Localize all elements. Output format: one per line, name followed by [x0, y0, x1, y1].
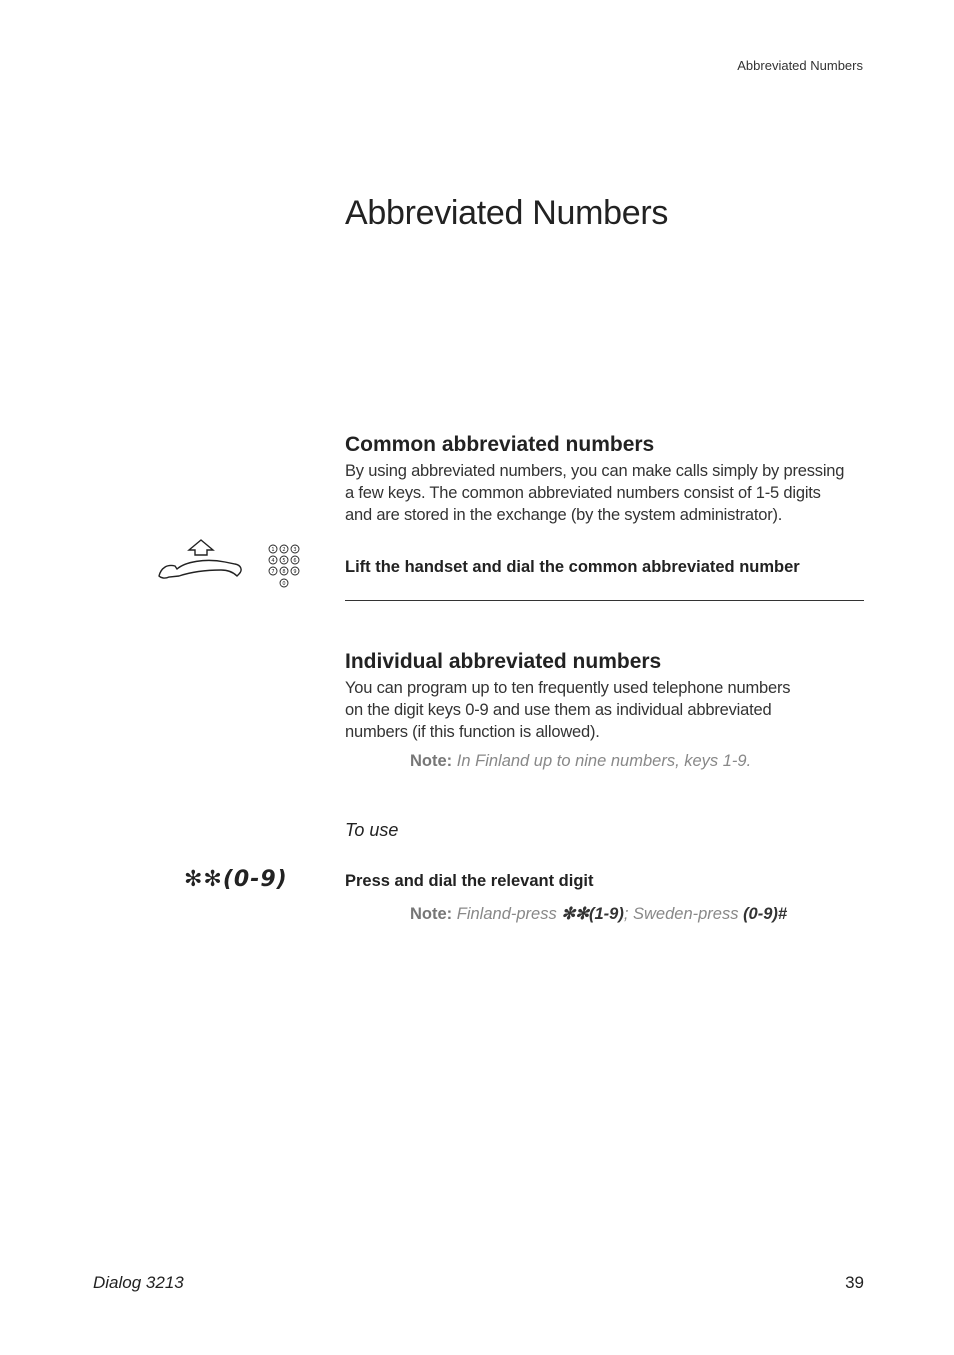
keypad-digit: 0 [282, 581, 286, 587]
running-header: Abbreviated Numbers [737, 58, 863, 73]
note-finland-key: ✻✻(1-9) [561, 905, 624, 923]
keypad-digit: 3 [293, 547, 297, 553]
common-line: By using abbreviated numbers, you can make calls simply by pressing [345, 462, 845, 480]
common-line: a few keys. The common abbreviated numbers consist of 1-5 digits [345, 484, 821, 502]
individual-line: You can program up to ten frequently used telephone numbers [345, 679, 791, 697]
individual-heading: Individual abbreviated numbers [345, 650, 662, 673]
note-label: Note: [410, 752, 453, 770]
keypad-icon [266, 543, 306, 593]
note-text: In Finland up to nine numbers, keys 1-9. [456, 752, 752, 770]
keypad-digit: 7 [271, 569, 275, 575]
individual-line: on the digit keys 0-9 and use them as individual abbreviated [345, 701, 772, 719]
key-sequence: ✻✻(0-9) [184, 867, 288, 892]
keypad-digit: 4 [271, 558, 275, 564]
common-instruction: Lift the handset and dial the common abbreviated number [345, 558, 800, 576]
note-sweden-key: (0-9)# [743, 905, 788, 923]
section-divider [345, 600, 864, 601]
keypad-digit: 2 [282, 547, 286, 553]
footer-product: Dialog 3213 [93, 1273, 184, 1292]
keypad-digit: 6 [293, 558, 297, 564]
note-label: Note: [410, 905, 453, 923]
keypad-digit: 5 [282, 558, 286, 564]
page-number: 39 [845, 1273, 864, 1292]
keypad-digit: 8 [282, 569, 286, 575]
common-paragraph [345, 460, 865, 526]
note-separator: ; Sweden-press [623, 905, 739, 923]
individual-line: numbers (if this function is allowed). [345, 723, 600, 741]
to-use-note [410, 904, 787, 924]
note-finland-text: Finland-press [456, 905, 557, 923]
individual-paragraph [345, 677, 865, 743]
common-heading: Common abbreviated numbers [345, 433, 655, 456]
to-use-subheading: To use [345, 820, 399, 840]
lift-handset-icon [155, 536, 247, 580]
keypad-digit: 1 [271, 547, 275, 553]
to-use-instruction: Press and dial the relevant digit [345, 872, 594, 890]
page-title: Abbreviated Numbers [345, 194, 669, 232]
common-line: and are stored in the exchange (by the system administrator). [345, 506, 783, 524]
keypad-digit: 9 [293, 569, 297, 575]
individual-note [410, 752, 751, 771]
